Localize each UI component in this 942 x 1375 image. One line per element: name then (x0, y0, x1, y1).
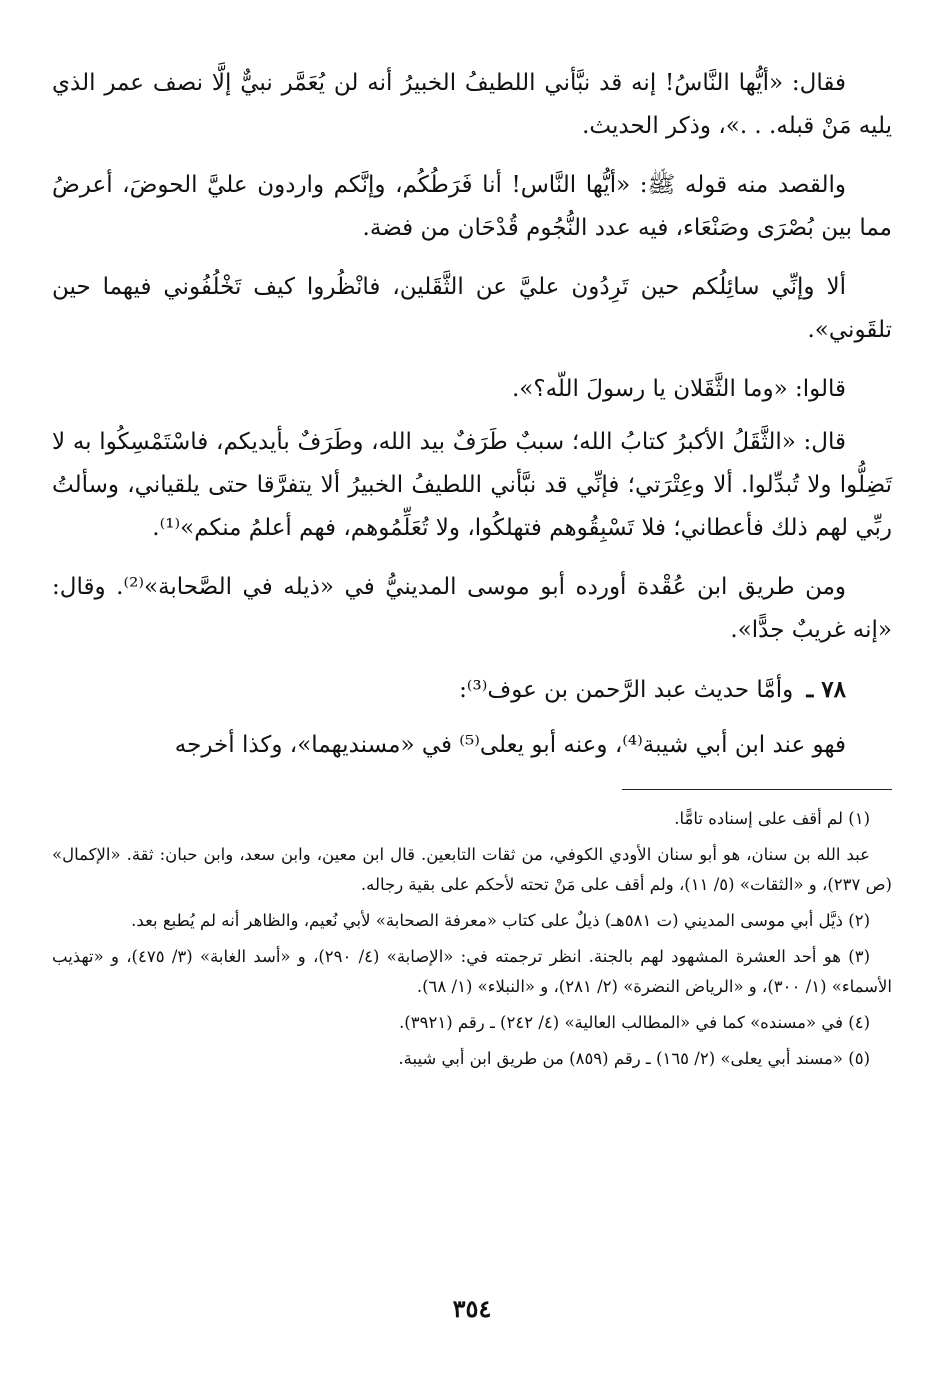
footnote-2: (٢) ذيَّل أبي موسى المديني (ت ٥٨١هـ) ذيلٌ على كتاب «معرفة الصحابة» لأبي نُعيم، والظاهر أنه لم يُطبع بعد. (131, 911, 870, 930)
page-number: ٣٥٤ (452, 1294, 492, 1323)
footnote-5: (٥) «مسند أبي يعلى» (٢/ ١٦٥) ـ رقم (٨٥٩) من طريق ابن أبي شيبة. (398, 1049, 870, 1068)
paragraph-4: قالوا: «وما الثَّقَلان يا رسولَ اللّه؟». (512, 376, 846, 402)
paragraph-7: فهو عند ابن أبي شيبة⁽⁴⁾، وعنه أبو يعلى⁽⁵⁾ في «مسنديهما»، وكذا أخرجه (174, 732, 846, 758)
book-page (52, 62, 892, 1352)
footnote-4: (٤) في «مسنده» كما في «المطالب العالية» (٤/ ٢٤٢) ـ رقم (٣٩٢١). (399, 1013, 870, 1032)
paragraph-3: ألا وإنِّي سائِلُكم حين تَرِدُون عليَّ عن الثَّقَلين، فانْظُروا كيف تَخْلُفُوني فيهما حين تلقَوني». (52, 274, 892, 343)
footnote-1: (١) لم أقف على إسناده تامًّا. (674, 809, 870, 828)
main-text (52, 62, 892, 767)
footnote-3: (٣) هو أحد العشرة المشهود لهم بالجنة. انظر ترجمته في: «الإصابة» (٤/ ٢٩٠)، و «أسد الغابة» (٣/ ٤٧٥)، و «تهذيب الأسماء» (١/ ٣٠٠)، و «الرياض النضرة» (٢/ ٢٨١)، و «النبلاء» (١/ ٦٨). (52, 947, 892, 996)
paragraph-5: قال: «الثَّقَلُ الأكبرُ كتابُ الله؛ سببٌ طَرَفٌ بيد الله، وطَرَفٌ بأيديكم، فاسْتَمْسِكُوا به لا تَضِلُّوا ولا تُبدِّلوا. ألا وعِتْرَتي؛ فإنِّي قد نبَّأني اللطيفُ الخبيرُ ألا يتفرَّقا حتى يلقياني، وسألتُ ربِّي لهم ذلك فأعطاني؛ فلا تَسْبِقُوهم فتهلكُوا، ولا تُعَلِّمُوهم، فهم أعلمُ منكم»⁽¹⁾. (52, 429, 892, 541)
hadith-title: وأمَّا حديث عبد الرَّحمن بن عوف⁽³⁾: (459, 677, 794, 703)
footnote-1-detail: عبد الله بن سنان، هو أبو سنان الأودي الكوفي، من ثقات التابعين. قال ابن معين، وابن سعد، وابن حبان: ثقة. «الإكمال» (ص ٢٣٧)، و «الثقات» (٥/ ١١)، ولم أقف على مَنْ تحته لأحكم على بقية رجاله. (52, 845, 892, 894)
paragraph-1: فقال: «أيُّها النَّاسُ! إنه قد نبَّأني اللطيفُ الخبيرُ أنه لن يُعَمَّر نبيٌّ إلَّا نصف عمر الذي يليه مَنْ قبله. . .»، وذكر الحديث. (52, 70, 892, 139)
hadith-heading (52, 668, 892, 712)
paragraph-2: والقصد منه قوله ﷺ: «أيُّها النَّاس! أنا فَرَطُكُم، وإنَّكم واردون عليَّ الحوضَ، أعرضُ مما بين بُصْرَى وصَنْعَاء، فيه عدد النُّجُوم قُدْحَان من فضة. (52, 172, 892, 241)
footnote-separator (622, 789, 892, 790)
footnotes (52, 804, 892, 1074)
paragraph-6: ومن طريق ابن عُقْدة أورده أبو موسى المدينيُّ في «ذيله في الصَّحابة»⁽²⁾. وقال: «إنه غريبٌ جدًّا». (52, 574, 892, 643)
hadith-number: ٧٨ ـ (806, 676, 846, 703)
